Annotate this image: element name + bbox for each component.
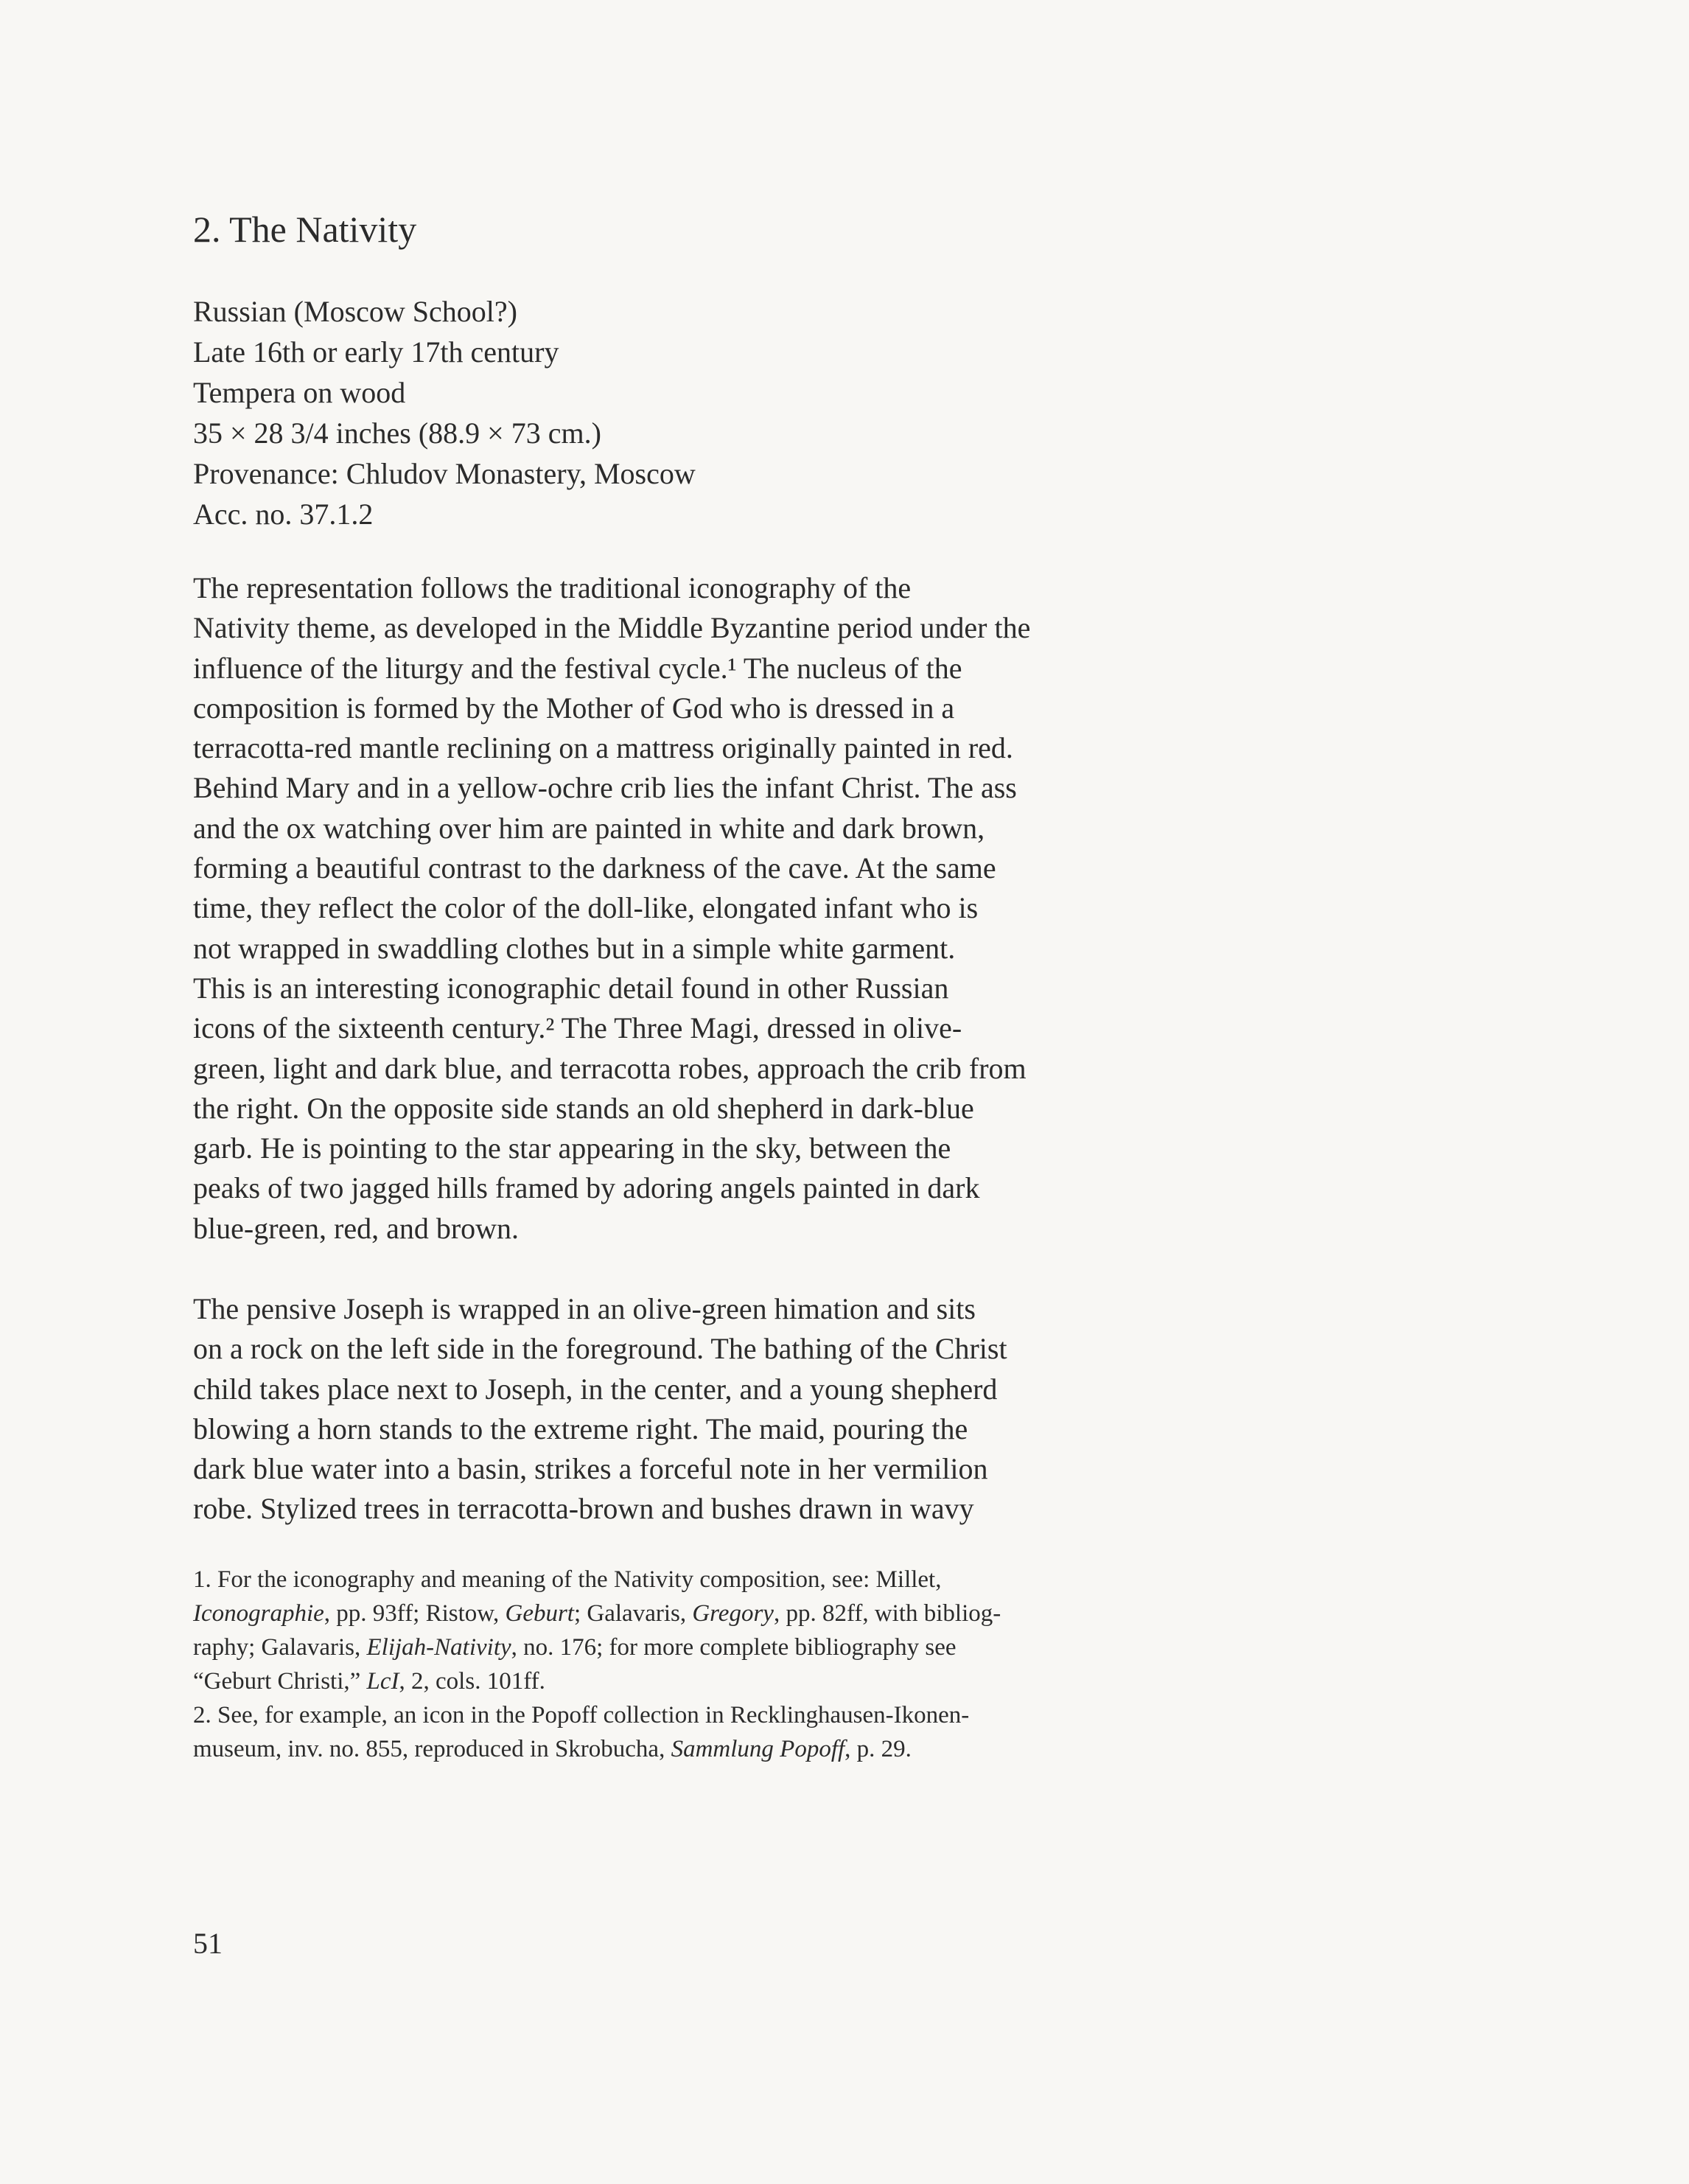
text-line: child takes place next to Joseph, in the center, and a young shepherd [193, 1372, 998, 1406]
text-line: garb. He is pointing to the star appearing in the sky, between the [193, 1131, 951, 1165]
citation-title: Iconographie [193, 1600, 324, 1627]
footnote-text: , no. 176; for more complete bibliography see [511, 1634, 957, 1661]
footnote-text: , pp. 93ff; Ristow, [324, 1600, 506, 1627]
text-line: terracotta-red mantle reclining on a mattress originally painted in red. [193, 731, 1013, 765]
footnotes [193, 1563, 1001, 1766]
citation-title: Gregory [692, 1600, 774, 1627]
footnote-line [193, 1664, 1001, 1698]
text-line: on a rock on the left side in the foreground. The bathing of the Christ [193, 1332, 1007, 1366]
footnote-text: , pp. 82ff, with bibliog- [773, 1600, 1001, 1627]
text-line: green, light and dark blue, and terracotta robes, approach the crib from [193, 1051, 1027, 1085]
text-line: The pensive Joseph is wrapped in an olive-green himation and sits [193, 1292, 976, 1325]
meta-school: Russian (Moscow School?) [193, 295, 517, 328]
catalogue-entry-metadata [193, 291, 696, 534]
meta-medium: Tempera on wood [193, 376, 406, 409]
text-line: forming a beautiful contrast to the darkness of the cave. At the same [193, 851, 996, 885]
text-line: peaks of two jagged hills framed by adoring angels painted in dark [193, 1171, 980, 1205]
meta-date: Late 16th or early 17th century [193, 335, 559, 369]
text-line: blowing a horn stands to the extreme right. The maid, pouring the [193, 1412, 968, 1445]
text-line: Behind Mary and in a yellow-ochre crib lies the infant Christ. The ass [193, 771, 1017, 805]
footnote-line [193, 1597, 1001, 1630]
citation-title: LcI [366, 1668, 399, 1695]
meta-provenance: Provenance: Chludov Monastery, Moscow [193, 457, 696, 490]
text-line: The representation follows the traditional iconography of the [193, 571, 912, 604]
body-paragraph-1 [193, 568, 1030, 1249]
text-line: not wrapped in swaddling clothes but in a simple white garment. [193, 931, 956, 965]
footnote-line: 2. See, for example, an icon in the Popoff collection in Recklinghausen-Ikonen- [193, 1702, 970, 1728]
meta-dimensions: 35 × 28 3/4 inches (88.9 × 73 cm.) [193, 416, 601, 450]
text-line: robe. Stylized trees in terracotta-brown and bushes drawn in wavy [193, 1492, 974, 1526]
text-line: This is an interesting iconographic detail found in other Russian [193, 971, 949, 1005]
text-line: and the ox watching over him are painted in white and dark brown, [193, 811, 985, 845]
footnote-text: , p. 29. [844, 1736, 912, 1762]
footnote-line: 1. For the iconography and meaning of the Nativity composition, see: Millet, [193, 1566, 942, 1593]
footnote-line [193, 1630, 1001, 1664]
text-line: Nativity theme, as developed in the Middle Byzantine period under the [193, 611, 1031, 645]
footnote-text: “Geburt Christi,” [193, 1668, 367, 1695]
citation-title: Geburt [505, 1600, 574, 1627]
text-line: blue-green, red, and brown. [193, 1211, 520, 1245]
citation-title: Elijah-Nativity [366, 1634, 511, 1661]
footnote-1 [193, 1563, 1001, 1698]
text-line: time, they reflect the color of the doll-like, elongated infant who is [193, 891, 979, 925]
footnote-text: raphy; Galavaris, [193, 1634, 367, 1661]
meta-accession: Acc. no. 37.1.2 [193, 498, 374, 531]
text-line: influence of the liturgy and the festival cycle.¹ The nucleus of the [193, 651, 962, 685]
citation-title: Sammlung Popoff [671, 1736, 845, 1762]
page-number: 51 [193, 1927, 223, 1960]
footnote-2 [193, 1698, 1001, 1766]
page-title: 2. The Nativity [193, 209, 417, 250]
footnote-text: ; Galavaris, [573, 1600, 693, 1627]
text-line: composition is formed by the Mother of God who is dressed in a [193, 691, 955, 725]
text-line: the right. On the opposite side stands an old shepherd in dark-blue [193, 1091, 974, 1125]
footnote-text: museum, inv. no. 855, reproduced in Skrobucha, [193, 1736, 671, 1762]
footnote-text: , 2, cols. 101ff. [399, 1668, 545, 1695]
text-line: icons of the sixteenth century.² The Three Magi, dressed in olive- [193, 1011, 962, 1045]
footnote-line [193, 1732, 1001, 1766]
body-paragraph-2 [193, 1289, 1007, 1529]
text-line: dark blue water into a basin, strikes a forceful note in her vermilion [193, 1452, 988, 1486]
